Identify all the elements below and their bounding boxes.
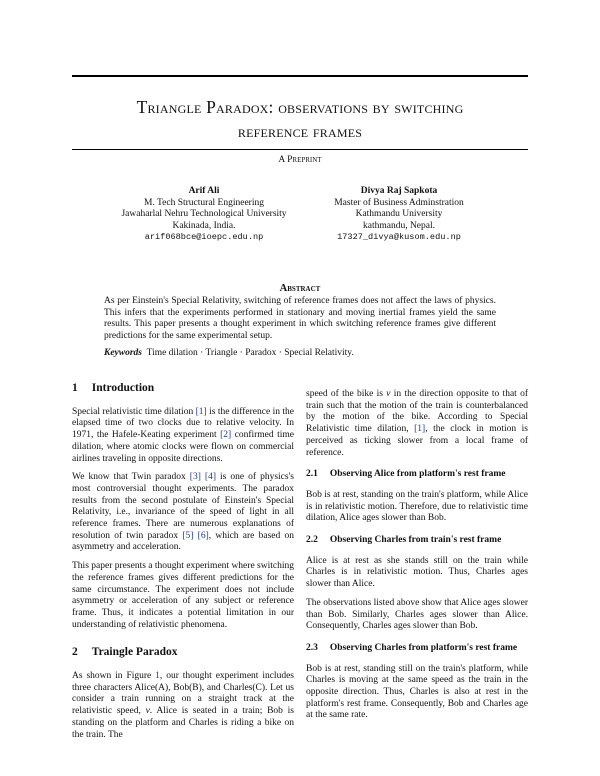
- text-run: confirmed time dilation, where atomic clocks were flown on commercial airlines traveling in opposite directions.: [72, 430, 294, 464]
- text-run: is the difference in the elapsed time of two clocks due to relative velocity. In 1971, the Hafele-Keating experiment: [72, 406, 294, 441]
- math-variable: v: [386, 389, 391, 399]
- section-number: 2: [72, 646, 78, 659]
- paradox-paragraph-continued: [306, 389, 528, 459]
- subsection-2-2-paragraph-2: The observations listed above show that Alice ages slower than Bob. Similarly, Charles ages slower than Alice. Consequently, Charles ages slower than Bob.: [306, 597, 528, 632]
- text-run: is one of physics's most controversial thought experiments. The paradox results from the second postulate of Einstein's Special Relativity, i.e., invariance of the speed of light in all reference frames. There are numerous explanations of resolution of twin paradox: [72, 472, 295, 541]
- author-affiliation: Kakinada, India.: [172, 220, 236, 231]
- intro-paragraph-3: This paper presents a thought experiment where switching the reference frames gives different predictions for the same circumstance. The experiment does not include asymmetry or acceleration of any subject or reference frame. Thus, it indicates a potential limitation in our understanding of relativistic phenomena.: [72, 561, 294, 630]
- text-run: , our thought experiment includes three characters Alice(A), Bob(B), and Charles(C). Let us consider a train running on a straight track at the relativistic speed,: [72, 671, 294, 717]
- text-run: Special relativistic time dilation: [72, 406, 196, 417]
- subsection-heading-2-3: [306, 643, 528, 655]
- citation-link[interactable]: [1]: [414, 424, 426, 435]
- citation-link[interactable]: [4]: [204, 472, 216, 483]
- title-line-1: Triangle Paradox: observations by switching: [136, 97, 464, 117]
- subsection-title: Observing Alice from platform's rest frame: [329, 469, 506, 480]
- intro-paragraph-1: [72, 407, 294, 466]
- author-affiliation: kathmandu, Nepal.: [362, 220, 436, 231]
- title-rule-top: [72, 75, 528, 77]
- section-title: Traingle Paradox: [91, 646, 178, 659]
- paper-title: [72, 95, 528, 143]
- text-run: . Alice is seated in a train; Bob is standing on the platform and Charles is riding a bike on the train. The: [72, 706, 294, 740]
- subsection-number: 2.1: [306, 469, 318, 480]
- author-block-2: [284, 186, 514, 244]
- section-heading-triangle-paradox: [72, 647, 294, 659]
- author-email[interactable]: arif068bce@ioepc.edu.np: [144, 232, 264, 243]
- figure-reference-link[interactable]: 1: [155, 671, 160, 682]
- text-run: , which are based on asymmetry and acceleration.: [72, 530, 294, 553]
- subsection-2-3-paragraph: Bob is at rest, standing still on the train's platform, while Charles is moving at the same speed as the train in the opposite direction. Thus, Charles is also at rest in the platform's rest frame. Consequently, Bob and Charles age at the same rate.: [306, 663, 528, 721]
- subsection-title: Observing Charles from platform's rest frame: [329, 642, 518, 653]
- author-affiliation: Jawaharlal Nehru Technological University: [121, 209, 287, 220]
- title-line-2: reference frames: [237, 121, 363, 141]
- keywords-line: [104, 348, 496, 360]
- abstract-text: As per Einstein's Special Relativity, switching of reference frames does not affect the laws of physics. This infers that the experiments performed in stationary and moving inertial frames yield the same results. This paper presents a thought experiment in which switching reference frames give different predictions for the same experimental setup.: [104, 296, 496, 341]
- preprint-label: A Preprint: [278, 155, 322, 165]
- keywords-label: Keywords: [104, 348, 142, 358]
- subsection-heading-2-2: [306, 535, 528, 547]
- section-number: 1: [72, 382, 78, 394]
- citation-link[interactable]: [3]: [189, 472, 201, 483]
- section-title: Introduction: [91, 382, 155, 394]
- text-run: , the clock in motion is perceived as ticking slower from a local frame of reference.: [306, 424, 528, 458]
- math-variable: v: [145, 706, 150, 717]
- paradox-paragraph-1: [72, 671, 294, 741]
- keywords-list: Time dilation · Triangle · Paradox · Special Relativity.: [146, 348, 354, 358]
- author-affiliation: Master of Business Adminstration: [334, 197, 464, 208]
- author-email[interactable]: 17327_divya@kusom.edu.np: [337, 232, 461, 243]
- subsection-number: 2.3: [306, 642, 318, 653]
- text-run: As shown in Figure: [72, 671, 156, 682]
- title-rule-bottom: [72, 149, 528, 150]
- intro-paragraph-2: [72, 472, 294, 554]
- author-affiliation: M. Tech Structural Engineering: [144, 197, 264, 208]
- left-column: [72, 383, 294, 748]
- abstract-heading: Abstract: [279, 283, 321, 294]
- citation-link[interactable]: [6]: [197, 530, 209, 541]
- citation-link[interactable]: [1]: [195, 406, 207, 417]
- citation-link[interactable]: [5]: [182, 530, 194, 541]
- author-name: Divya Raj Sapkota: [360, 186, 438, 196]
- text-run: We know that Twin paradox: [72, 472, 190, 483]
- text-run: in the direction opposite to that of train such that the motion of the train is counterbalanced by the motion of the bike. According to Special Relativistic time dilation,: [306, 389, 528, 435]
- subsection-heading-2-1: [306, 469, 528, 481]
- section-heading-introduction: [72, 383, 294, 395]
- author-affiliation: Kathmandu University: [355, 209, 443, 220]
- subsection-title: Observing Charles from train's rest frame: [329, 535, 502, 546]
- text-run: speed of the bike is: [306, 389, 387, 399]
- author-name: Arif Ali: [188, 186, 220, 196]
- citation-link[interactable]: [2]: [220, 430, 232, 441]
- subsection-number: 2.2: [306, 535, 318, 546]
- subsection-2-2-paragraph-1: Alice is at rest as she stands still on the train while Charles is in relativistic motion. Thus, Charles ages slower than Alice.: [306, 555, 528, 590]
- right-column: [306, 389, 528, 729]
- subsection-2-1-paragraph: Bob is at rest, standing on the train's platform, while Alice is in relativistic motion. Therefore, due to relativistic time dilation, Alice ages slower than Bob.: [306, 489, 528, 524]
